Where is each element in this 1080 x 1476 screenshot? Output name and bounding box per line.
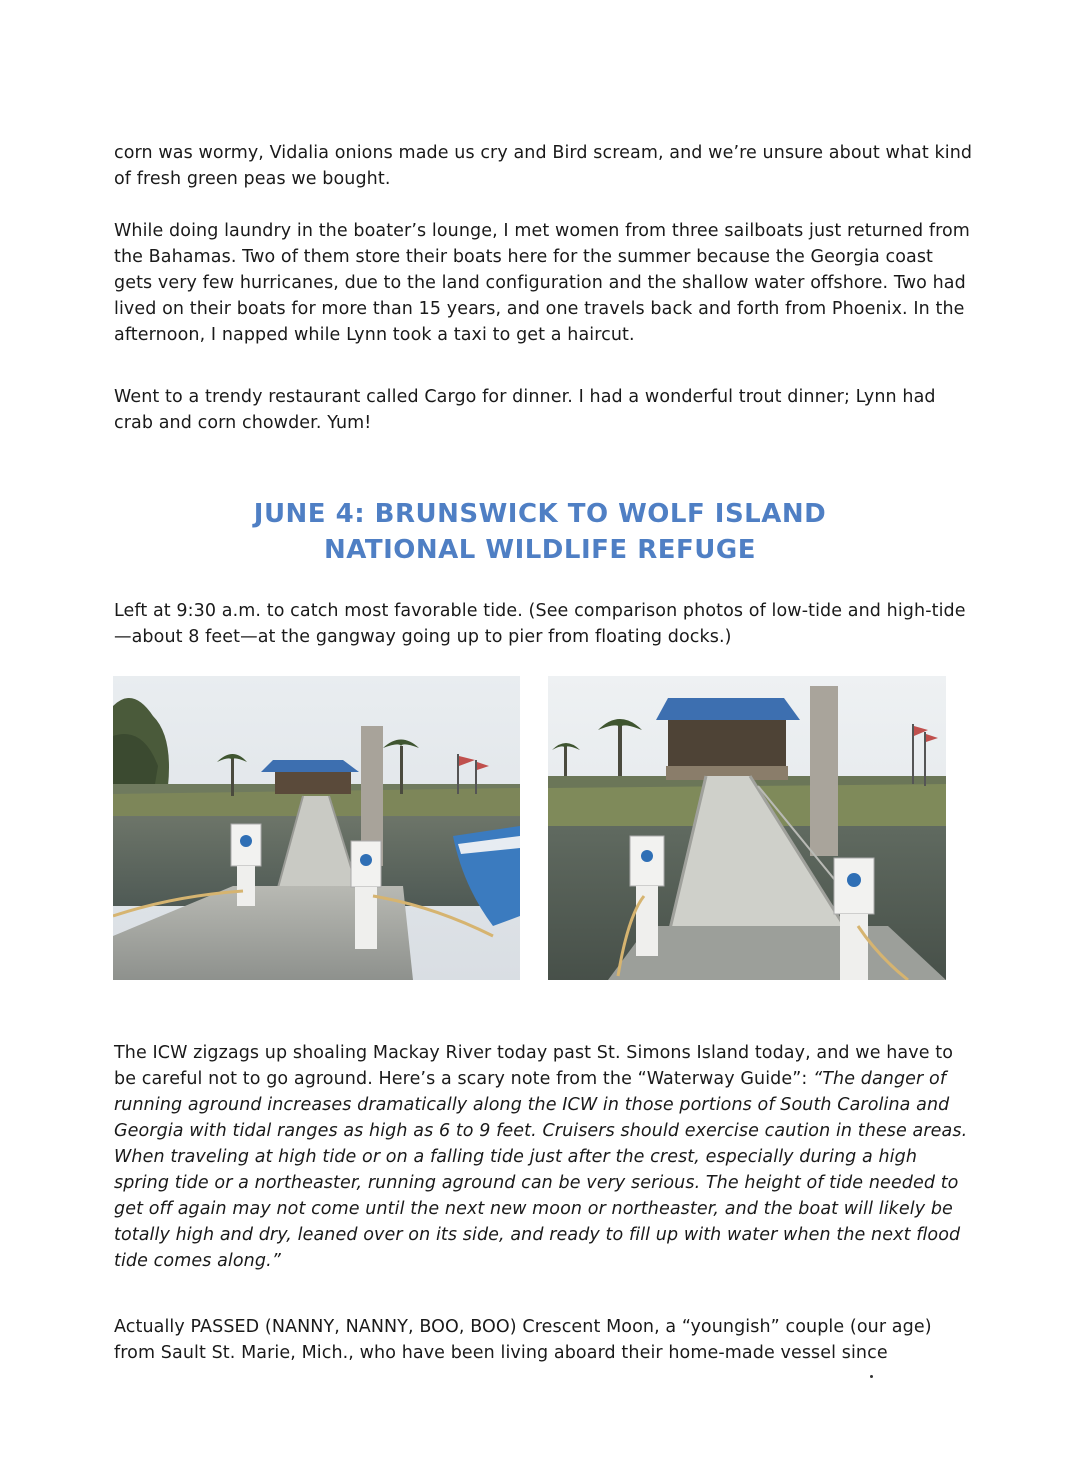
section-heading-line-2: NATIONAL WILDLIFE REFUGE [324,535,756,565]
photo-low-tide [113,676,520,980]
paragraph-waterway-guide [114,1040,974,1274]
paragraph-laundry: While doing laundry in the boater’s lounge, I met women from three sailboats just returned from the Bahamas. Two of them store their boats here for the summer because the Georgia coast gets very few hurricanes, due to the land configuration and the shallow water offshore. Two had lived on their boats for more than 15 years, and one travels back and forth from Phoenix. In the afternoon, I napped while Lynn took a taxi to get a haircut. [114,221,970,345]
paragraph-departure: Left at 9:30 a.m. to catch most favorable tide. (See comparison photos of low-tide and high-tide—about 8 feet—at the gangway going up to pier from floating docks.) [114,601,966,647]
waterway-guide-quote: “The danger of running aground increases dramatically along the ICW in those portions of South Carolina and Georgia with tidal ranges as high as 6 to 9 feet. Cruisers should exercise caution in these areas. When traveling at high tide or on a falling tide just after the crest, especially during a high spring tide or a northeaster, running aground can be very serious. The height of tide needed to get off again may not come until the next new moon or northeaster, and the boat will likely be totally high and dry, leaned over on its side, and ready to fill up with water when the next flood tide comes along.” [114,1069,968,1271]
stray-mark [870,1375,873,1378]
paragraph-dinner: Went to a trendy restaurant called Cargo for dinner. I had a wonderful trout dinner; Lynn had crab and corn chowder. Yum! [114,387,936,433]
waterway-guide-intro: The ICW zigzags up shoaling Mackay River today past St. Simons Island today, and we have to be careful not to go aground. Here’s a scary note from the “Waterway Guide”: [114,1043,954,1089]
paragraph-crescent-moon: Actually PASSED (NANNY, NANNY, BOO, BOO) Crescent Moon, a “youngish” couple (our age) from Sault St. Marie, Mich., who have been living aboard their home-made vessel since [114,1317,932,1363]
section-heading-line-1: JUNE 4: BRUNSWICK TO WOLF ISLAND [253,499,827,529]
paragraph-produce: corn was wormy, Vidalia onions made us cry and Bird scream, and we’re unsure about what kind of fresh green peas we bought. [114,143,973,189]
photo-high-tide [548,676,946,980]
